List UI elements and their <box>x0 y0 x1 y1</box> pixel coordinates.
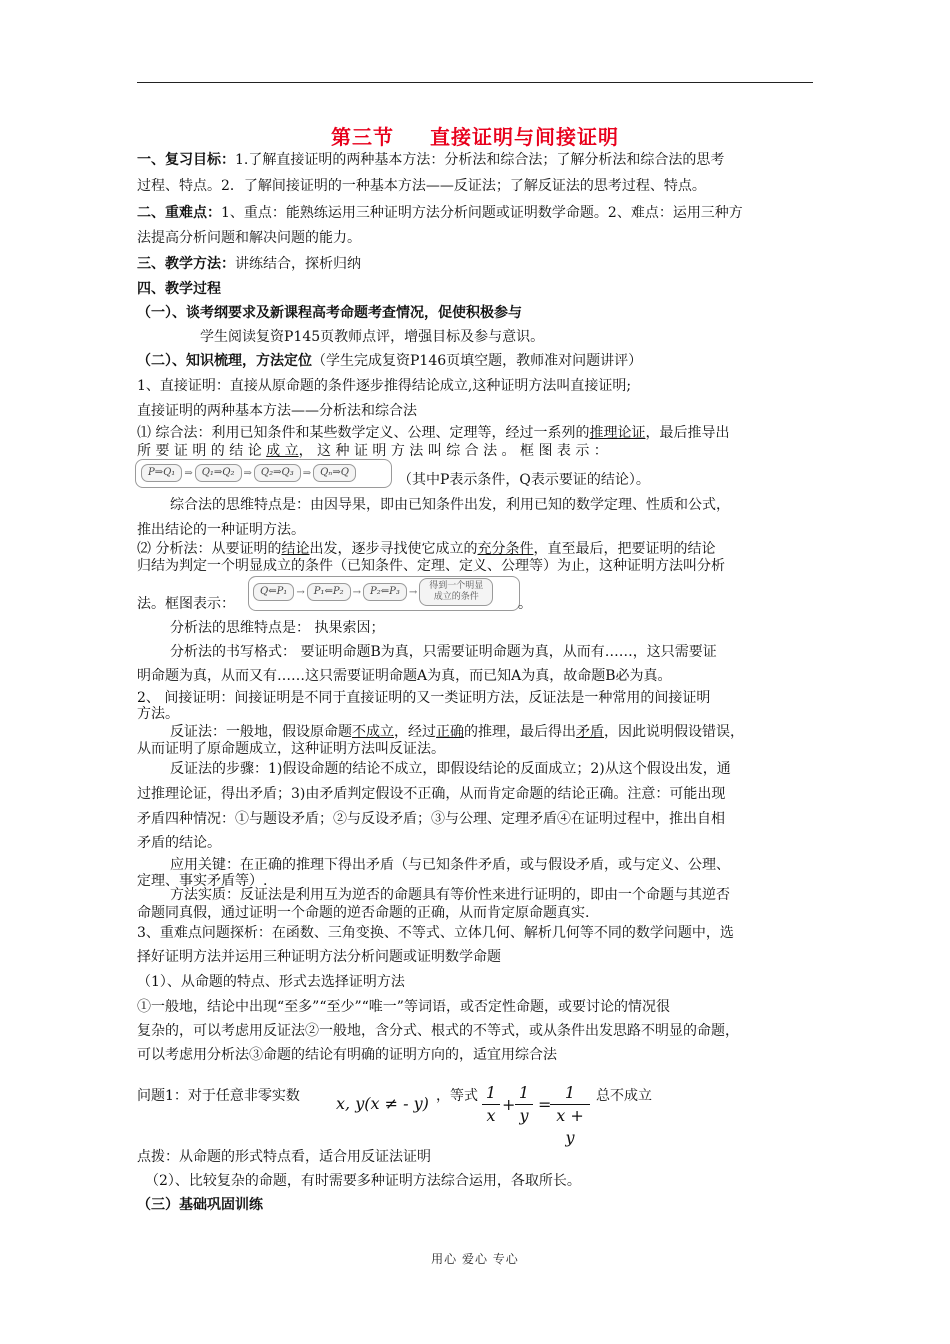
line: 可以考虑用分析法③命题的结论有明确的证明方向的，适宜用综合法 <box>137 1047 557 1063</box>
line-objectives <box>137 150 815 170</box>
line: 择好证明方法并运用三种证明方法分析问题或证明数学命题 <box>137 949 501 965</box>
text: 1.了解直接证明的两种基本方法：分析法和综合法；了解分析法和综合法的思考 <box>235 152 725 168</box>
line <box>137 441 815 461</box>
line: 综合法的思维特点是：由因导果，即由已知条件出发，利用已知的数学定理、性质和公式， <box>170 497 730 513</box>
heading-process: 四、教学过程 <box>137 281 221 297</box>
line: （1）、从命题的特点、形式去选择证明方法 <box>137 974 405 990</box>
page-footer: 用心 爱心 专心 <box>431 1252 519 1266</box>
line: （其中P表示条件，Q表示要证的结论）。 <box>398 472 650 488</box>
text: 出发，逐步寻找使它成立的 <box>309 541 478 557</box>
line-methods <box>137 254 815 274</box>
flow-step: Qₙ⇒Q <box>313 464 356 482</box>
blank-answer: 不成立 <box>352 724 394 740</box>
text: ，因此说明假设错误， <box>604 724 744 740</box>
line: 推出结论的一种证明方法。 <box>137 522 305 538</box>
text: 所 要 证 明 的 结 论 <box>137 443 267 459</box>
question-1-label: 问题1：对于任意非零实数 <box>137 1088 300 1104</box>
text: 1、重点：能熟练运用三种证明方法分析问题或证明数学命题。2、难点：运用三种方 <box>221 205 743 221</box>
line: 2、 间接证明：间接证明是不同于直接证明的又一类证明方法，反证法是一种常用的间接证明 <box>137 690 711 706</box>
flow-step: Q₂⇒Q₃ <box>254 464 301 482</box>
page-title <box>0 121 950 150</box>
blank-answer: 充分条件 <box>477 541 534 557</box>
denominator: x + y <box>556 1106 584 1147</box>
line: 直接证明的两种基本方法——分析法和综合法 <box>137 403 417 419</box>
text: ，等式 <box>436 1088 478 1104</box>
section-topic: 直接证明与间接证明 <box>430 125 619 149</box>
line: 从而证明了原命题成立，这种证明方法叫反证法。 <box>137 741 445 757</box>
line <box>137 423 815 443</box>
heading-methods: 三、教学方法： <box>137 256 235 272</box>
flow-final-step: 得到一个明显成立的条件 <box>419 578 493 606</box>
fraction <box>550 1082 590 1149</box>
text: 讲练结合，探析归纳 <box>235 256 361 272</box>
line: 过程、特点。2．了解间接证明的一种基本方法——反证法；了解反证法的思考过程、特点。 <box>137 178 706 194</box>
line: 分析法的书写格式： 要证明命题B为真，只需要证明命题为真，从而有……，这只需要证 <box>170 644 717 660</box>
subheading-3: （三）基础巩固训练 <box>137 1197 263 1213</box>
line: 过推理论证，得出矛盾；3)由矛盾判定假设不正确，从而肯定命题的结论正确。注意：可能出现 <box>137 786 726 802</box>
fraction <box>515 1082 533 1127</box>
flow-step: P₂⇐P₃ <box>363 583 407 601</box>
line: 定理、事实矛盾等）. <box>137 873 268 889</box>
line: 矛盾的结论。 <box>137 835 221 851</box>
line: 归结为判定一个明显成立的条件（已知条件、定理、定义、公理等）为止，这种证明方法叫分析 <box>137 558 725 574</box>
analysis-flow <box>253 578 493 606</box>
text: ，经过 <box>394 724 436 740</box>
line: 矛盾四种情况：①与题设矛盾；②与反设矛盾；③与公理、定理矛盾④在证明过程中，推出自相 <box>137 811 725 827</box>
text: 的推理，最后得出 <box>464 724 576 740</box>
line-keypoints <box>137 203 815 223</box>
line: 分析法的思维特点是： 执果索因； <box>170 620 385 636</box>
line: 。 <box>518 596 532 612</box>
arrow-icon: ⇒ <box>243 467 252 479</box>
arrow-icon: ⇒ <box>302 467 312 479</box>
line: 方法实质：反证法是利用互为逆否的命题具有等价性来进行证明的，即由一个命题与其逆否 <box>170 887 730 903</box>
line: 明命题为真，从而又有……这只需要证明命题A为真，而已知A为真，故命题B必为真。 <box>137 668 672 684</box>
blank-answer: 成 立 <box>266 443 299 459</box>
text: （学生完成复资P146页填空题，教师准对问题讲评） <box>312 353 643 369</box>
line: 点拨：从命题的形式特点看，适合用反证法证明 <box>137 1149 431 1165</box>
denominator: y <box>519 1106 529 1125</box>
text: ， 这 种 证 明 方 法 叫 综 合 法 。 框 图 表 示 ： <box>298 443 608 459</box>
line: 应用关键：在正确的推理下得出矛盾（与已知条件矛盾，或与假设矛盾，或与定义、公理、 <box>170 857 730 873</box>
flow-step: Q₁⇒Q₂ <box>195 464 242 482</box>
synthesis-flow <box>141 464 356 482</box>
numerator: 1 <box>515 1082 533 1105</box>
text: ⑵ 分析法：从要证明的 <box>137 541 282 557</box>
arrow-icon: → <box>296 586 305 598</box>
blank-answer: 推理论证 <box>589 425 646 441</box>
blank-answer: 结论 <box>281 541 310 557</box>
text: （二）、知识梳理，方法定位 <box>137 353 312 369</box>
line: 复杂的，可以考虑用反证法②一般地，含分式、根式的不等式，或从条件出发思路不明显的命题， <box>137 1023 739 1039</box>
text: ，最后推导出 <box>645 425 730 441</box>
arrow-icon: ⇒ <box>184 467 193 479</box>
equals-sign: = <box>538 1095 552 1114</box>
numerator: 1 <box>482 1082 500 1105</box>
numerator: 1 <box>550 1082 590 1105</box>
subheading-1: （一）、谈考纲要求及新课程高考命题考查情况，促使积极参与 <box>137 305 522 321</box>
section-label: 第三节 <box>331 125 394 149</box>
line: 命题同真假，通过证明一个命题的逆否命题的正确，从而肯定原命题真实. <box>137 905 590 921</box>
fraction <box>482 1082 500 1127</box>
denominator: x <box>486 1106 496 1125</box>
line: 法。框图表示： <box>137 596 235 612</box>
text: 总不成立 <box>596 1088 652 1104</box>
text: ，直至最后，把要证明的结论 <box>533 541 716 557</box>
line: 学生阅读复资P145页教师点评，增强目标及参与意识。 <box>200 329 545 345</box>
line: 反证法的步骤：1)假设命题的结论不成立，即假设结论的反面成立；2)从这个假设出发，通 <box>170 761 731 777</box>
heading-keypoints: 二、重难点： <box>137 205 221 221</box>
header-rule <box>137 82 813 83</box>
blank-answer: 正确 <box>436 724 464 740</box>
line: 方法。 <box>137 706 179 722</box>
plus-sign: + <box>502 1095 516 1114</box>
flow-step: P⇒Q₁ <box>141 464 182 482</box>
text: 反证法：一般地，假设原命题 <box>170 724 352 740</box>
flow-step: Q⇐P₁ <box>253 583 294 601</box>
line: 法提高分析问题和解决问题的能力。 <box>137 230 361 246</box>
line: 1、直接证明：直接从原命题的条件逐步推得结论成立,这种证明方法叫直接证明; <box>137 378 632 394</box>
line: ①一般地，结论中出现“至多”“至少”“唯一”等词语，或否定性命题，或要讨论的情况很 <box>137 999 670 1015</box>
flow-step: P₁⇐P₂ <box>307 583 351 601</box>
heading-objectives: 一、复习目标： <box>137 152 235 168</box>
text: ⑴ 综合法：利用已知条件和某些数学定义、公理、定理等，经过一系列的 <box>137 425 590 441</box>
math-variables: x, y(x ≠ - y) <box>336 1094 429 1113</box>
subheading-2 <box>137 351 815 371</box>
line: （2）、比较复杂的命题，有时需要多种证明方法综合运用，各取所长。 <box>145 1173 581 1189</box>
arrow-icon: → <box>352 586 361 598</box>
blank-answer: 矛盾 <box>576 724 604 740</box>
arrow-icon: → <box>408 586 418 598</box>
line: 3、重难点问题探析：在函数、三角变换、不等式、立体几何、解析几何等不同的数学问题中，选 <box>137 925 734 941</box>
